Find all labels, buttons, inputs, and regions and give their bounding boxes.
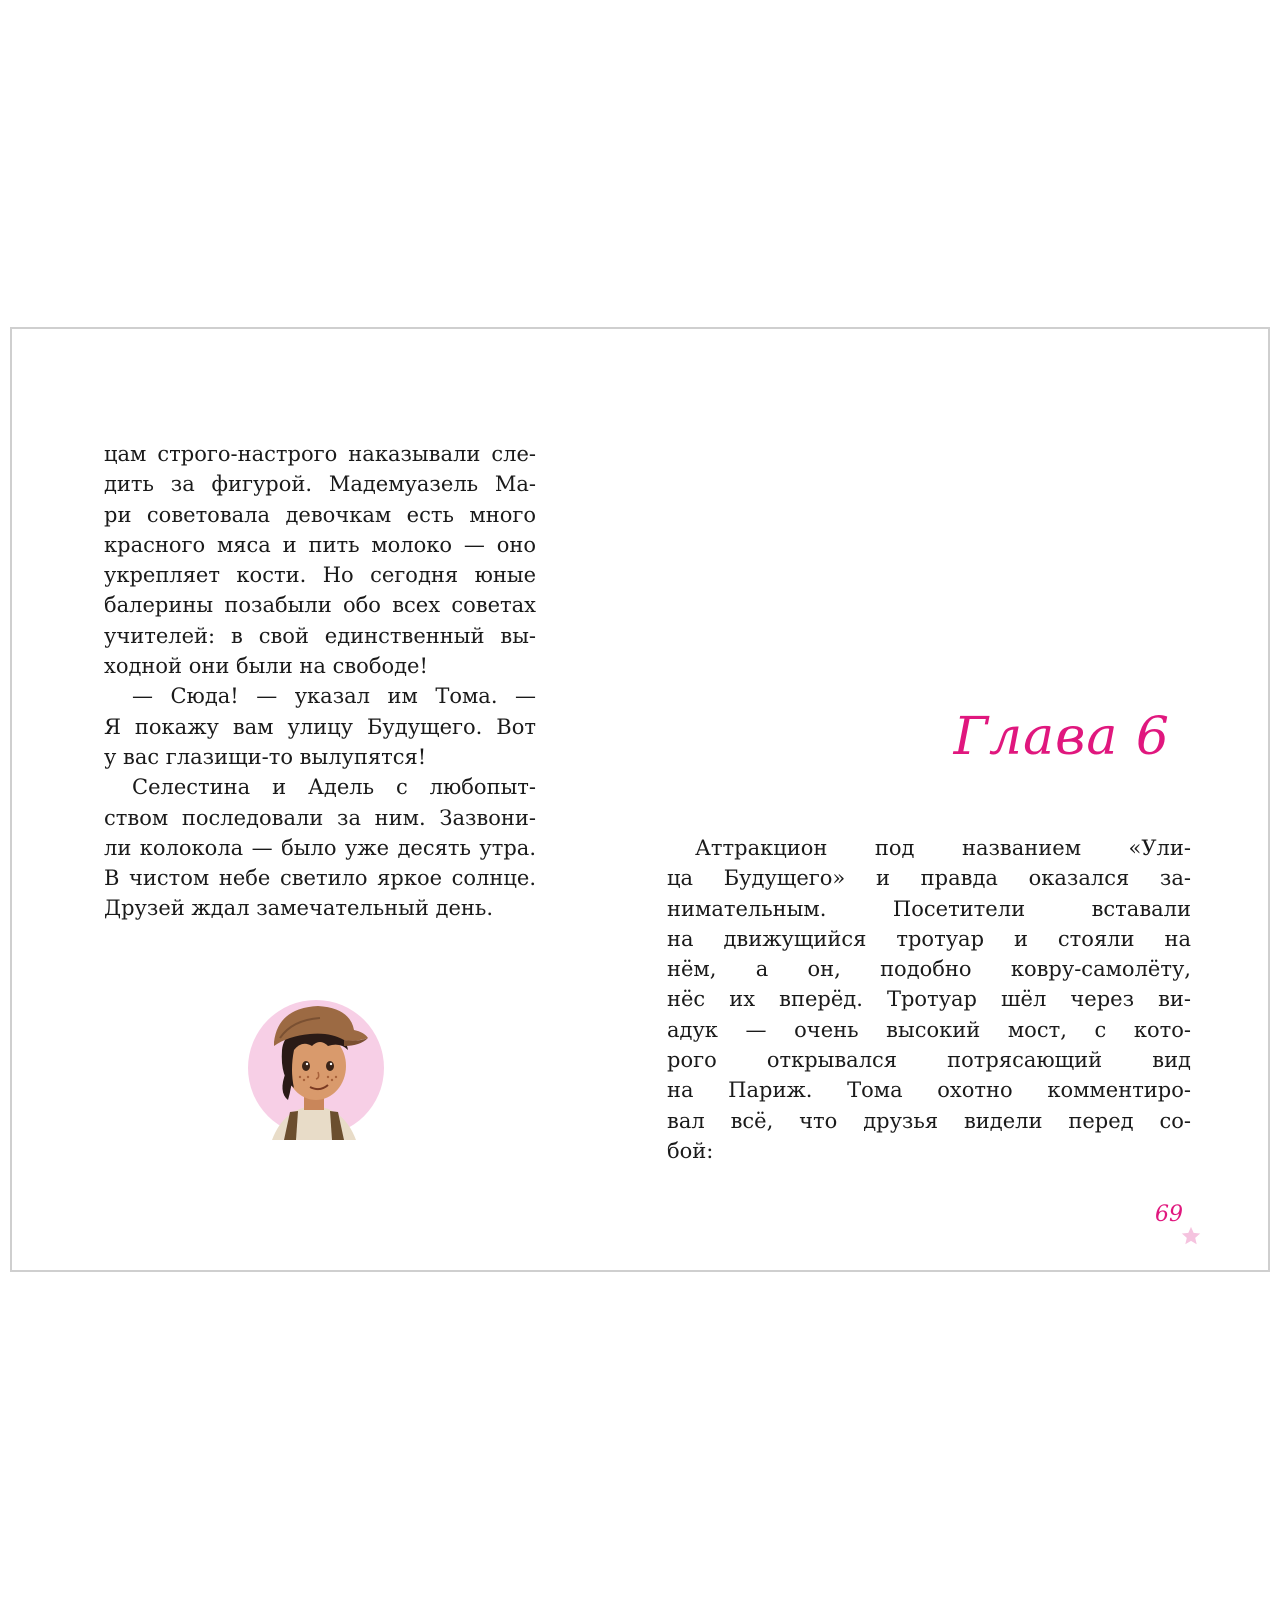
text-line: красного мяса и пить молоко — оно — [104, 532, 536, 557]
left-page-text — [104, 439, 536, 924]
text-line: нёс их вперёд. Тротуар шёл через ви- — [667, 987, 1191, 1012]
text-line: на Париж. Тома охотно комментиро- — [667, 1078, 1191, 1103]
text-line: ца Будущего» и правда оказался за- — [667, 866, 1191, 891]
text-line: рого открывался потрясающий вид — [667, 1048, 1191, 1073]
text-line: — Сюда! — указал им Тома. — — [132, 684, 536, 709]
text-line: ли колокола — было уже десять утра. — [104, 835, 536, 860]
text-line: укрепляет кости. Но сегодня юные — [104, 563, 536, 588]
text-line: адук — очень высокий мост, с кото- — [667, 1017, 1191, 1042]
text-line: ходной они были на свободе! — [104, 654, 428, 679]
text-line: Аттракцион под названием «Ули- — [695, 836, 1191, 860]
page-number: 69 — [1155, 1202, 1183, 1227]
text-line: нём, а он, подобно ковру-самолёту, — [667, 957, 1191, 982]
paragraph — [104, 439, 536, 681]
text-line: на движущийся тротуар и стояли на — [667, 926, 1191, 951]
text-line: ри советовала девочкам есть много — [104, 502, 536, 527]
text-line: нимательным. Посетители вставали — [667, 896, 1191, 921]
text-line: В чистом небе светило яркое солнце. — [104, 866, 536, 891]
text-line: дить за фигурой. Мадемуазель Ма- — [104, 472, 536, 497]
text-line: Друзей ждал замечательный день. — [104, 896, 494, 921]
text-line: балерины позабыли обо всех советах — [104, 593, 536, 618]
text-line: учителей: в свой единственный вы- — [104, 623, 536, 648]
text-line: ством последовали за ним. Зазвони- — [104, 805, 536, 830]
chapter-title: Глава 6 — [953, 707, 1170, 767]
paragraph — [667, 833, 1191, 1166]
text-line: Селестина и Адель с любопыт- — [132, 775, 536, 800]
text-line: цам строго-настрого наказывали сле- — [104, 442, 536, 466]
text-line: вал всё, что друзья видели перед со- — [667, 1108, 1191, 1133]
text-line: Я покажу вам улицу Будущего. Вот — [104, 714, 536, 739]
boy-portrait-icon — [232, 980, 392, 1140]
text-line: бой: — [667, 1138, 714, 1163]
text-line: у вас глазищи-то вылупятся! — [104, 744, 427, 769]
paragraph — [104, 681, 536, 772]
right-page-text — [667, 833, 1191, 1166]
star-icon — [1180, 1225, 1202, 1247]
paragraph — [104, 772, 536, 923]
book-spread — [10, 327, 1270, 1272]
